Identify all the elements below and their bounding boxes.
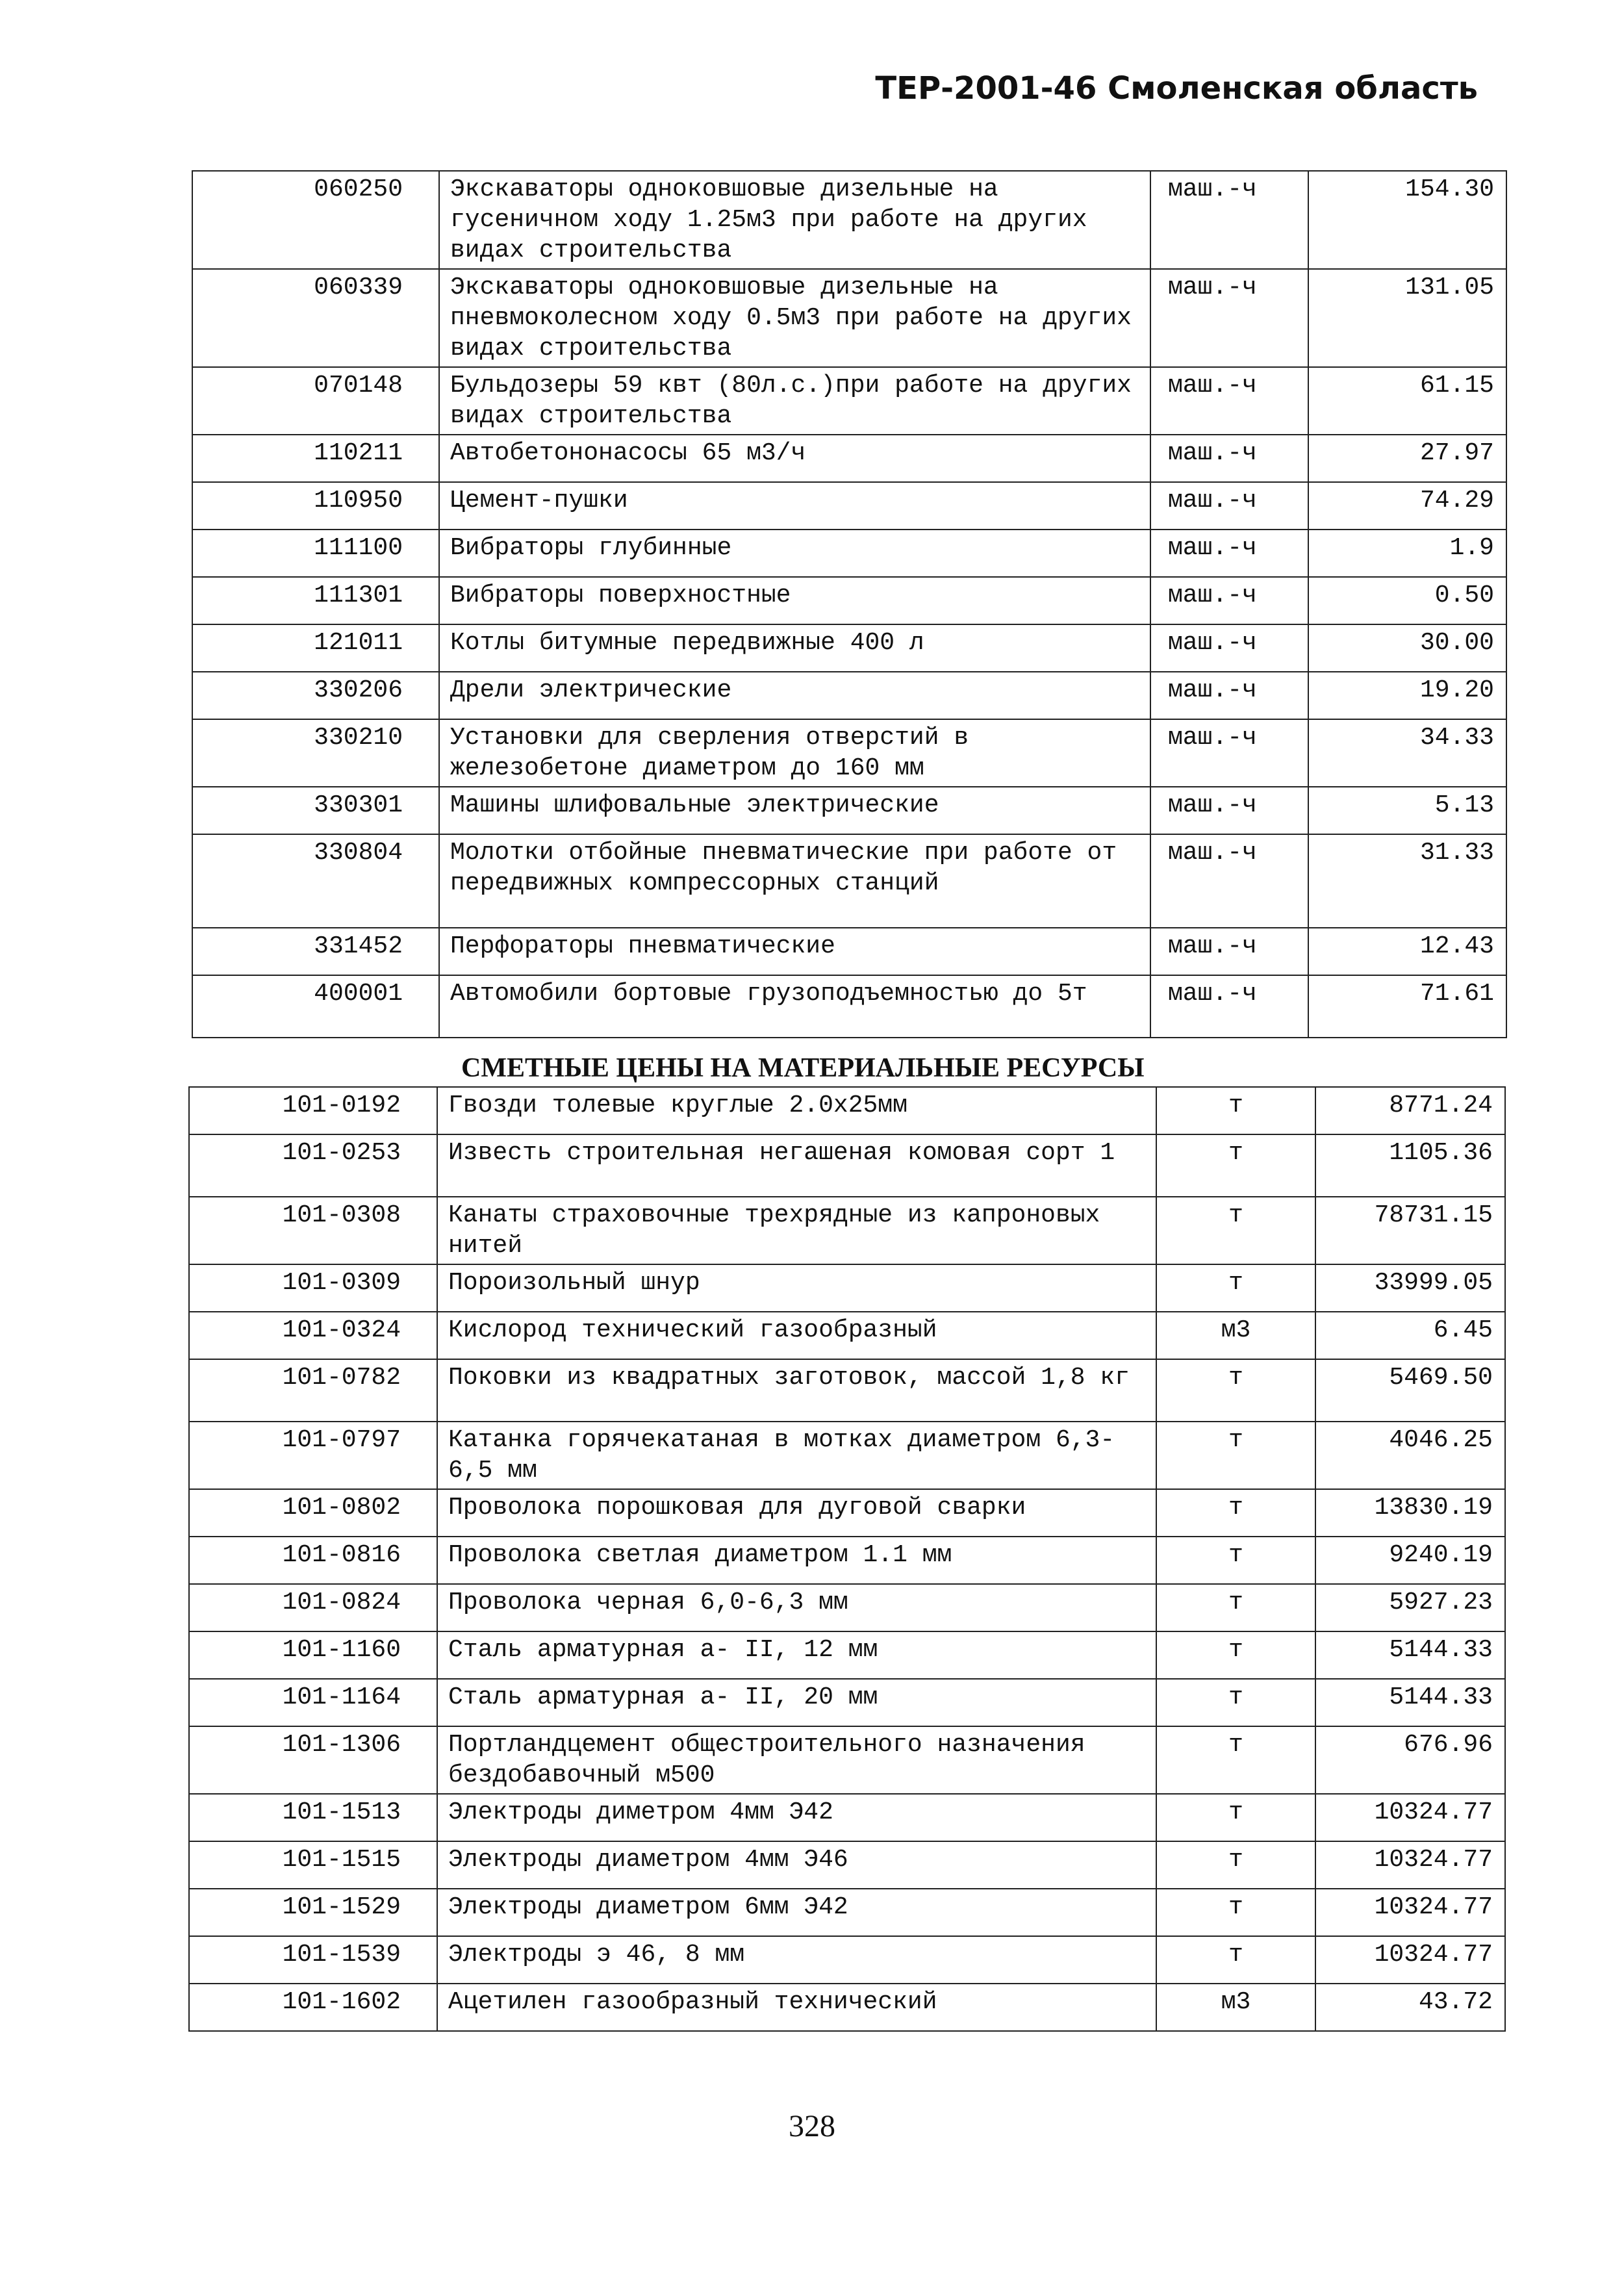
resource-unit: т [1156,1794,1315,1841]
resource-name: Катанка горячекатаная в мотках диаметром 6,3-6,5 мм [437,1422,1156,1489]
resource-unit: маш.-ч [1150,367,1308,435]
table-row [189,1422,1505,1489]
resource-price: 19.20 [1308,672,1506,719]
table-row [189,1794,1505,1841]
resource-code: 101-0802 [189,1489,437,1537]
resource-code: 330301 [192,787,439,834]
resource-price: 10324.77 [1315,1936,1505,1984]
resource-unit: т [1156,1584,1315,1631]
resource-price: 9240.19 [1315,1537,1505,1584]
resource-name: Котлы битумные передвижные 400 л [439,624,1150,672]
resource-price: 131.05 [1308,269,1506,367]
resource-name: Экскаваторы одноковшовые дизельные на гусеничном ходу 1.25м3 при работе на других видах строительства [439,171,1150,269]
resource-name: Цемент-пушки [439,482,1150,530]
table-row [189,1087,1505,1134]
resource-code: 101-1529 [189,1889,437,1936]
resource-name: Установки для сверления отверстий в железобетоне диаметром до 160 мм [439,719,1150,787]
resource-name: Машины шлифовальные электрические [439,787,1150,834]
resource-code: 330804 [192,834,439,928]
table-row [192,269,1506,367]
resource-unit: т [1156,1134,1315,1197]
resource-price: 5469.50 [1315,1359,1505,1422]
resource-price: 5144.33 [1315,1631,1505,1679]
resource-price: 43.72 [1315,1984,1505,2031]
table-row [192,975,1506,1038]
table-row [192,719,1506,787]
resource-code: 121011 [192,624,439,672]
resource-code: 101-0308 [189,1197,437,1264]
resource-unit: т [1156,1631,1315,1679]
machines-price-table [192,170,1507,1038]
resource-code: 101-1539 [189,1936,437,1984]
resource-code: 101-1306 [189,1726,437,1794]
resource-unit: м3 [1156,1312,1315,1359]
table-row [189,1841,1505,1889]
table-row [189,1197,1505,1264]
resource-code: 060339 [192,269,439,367]
resource-code: 400001 [192,975,439,1038]
resource-name: Перфораторы пневматические [439,928,1150,975]
resource-code: 110950 [192,482,439,530]
resource-code: 101-0324 [189,1312,437,1359]
table-row [192,530,1506,577]
table-row [192,624,1506,672]
table-row [189,1134,1505,1197]
resource-unit: т [1156,1197,1315,1264]
resource-code: 101-0253 [189,1134,437,1197]
table-row [189,1631,1505,1679]
resource-unit: маш.-ч [1150,624,1308,672]
resource-price: 0.50 [1308,577,1506,624]
resource-price: 30.00 [1308,624,1506,672]
resource-code: 110211 [192,435,439,482]
resource-name: Поковки из квадратных заготовок, массой 1,8 кг [437,1359,1156,1422]
resource-name: Электроды э 46, 8 мм [437,1936,1156,1984]
resource-code: 101-0782 [189,1359,437,1422]
resource-name: Пороизольный шнур [437,1264,1156,1312]
resource-price: 154.30 [1308,171,1506,269]
table-row [192,834,1506,928]
resource-price: 5927.23 [1315,1584,1505,1631]
resource-code: 111100 [192,530,439,577]
resource-price: 1105.36 [1315,1134,1505,1197]
table-row [192,787,1506,834]
page-number: 328 [789,2109,835,2143]
resource-code: 070148 [192,367,439,435]
resource-name: Ацетилен газообразный технический [437,1984,1156,2031]
resource-price: 4046.25 [1315,1422,1505,1489]
resource-unit: т [1156,1087,1315,1134]
resource-unit: маш.-ч [1150,787,1308,834]
resource-unit: т [1156,1489,1315,1537]
resource-price: 13830.19 [1315,1489,1505,1537]
resource-name: Молотки отбойные пневматические при работе от передвижных компрессорных станций [439,834,1150,928]
resource-name: Электроды диаметром 4мм Э46 [437,1841,1156,1889]
resource-code: 330210 [192,719,439,787]
resource-price: 61.15 [1308,367,1506,435]
table-row [189,1726,1505,1794]
resource-price: 27.97 [1308,435,1506,482]
resource-name: Сталь арматурная а- II, 12 мм [437,1631,1156,1679]
resource-name: Автомобили бортовые грузоподъемностью до 5т [439,975,1150,1038]
table-row [189,1984,1505,2031]
resource-code: 101-1515 [189,1841,437,1889]
resource-price: 5.13 [1308,787,1506,834]
resource-price: 5144.33 [1315,1679,1505,1726]
resource-price: 6.45 [1315,1312,1505,1359]
resource-price: 8771.24 [1315,1087,1505,1134]
resource-unit: маш.-ч [1150,834,1308,928]
resource-name: Автобетононасосы 65 м3/ч [439,435,1150,482]
resource-name: Дрели электрические [439,672,1150,719]
resource-code: 111301 [192,577,439,624]
resource-unit: маш.-ч [1150,482,1308,530]
resource-name: Сталь арматурная а- II, 20 мм [437,1679,1156,1726]
resource-code: 101-0824 [189,1584,437,1631]
resource-price: 33999.05 [1315,1264,1505,1312]
resource-code: 101-0309 [189,1264,437,1312]
resource-code: 101-1164 [189,1679,437,1726]
resource-name: Проволока порошковая для дуговой сварки [437,1489,1156,1537]
resource-name: Портландцемент общестроительного назначения бездобавочный м500 [437,1726,1156,1794]
table-row [189,1889,1505,1936]
resource-price: 676.96 [1315,1726,1505,1794]
resource-unit: маш.-ч [1150,269,1308,367]
resource-unit: маш.-ч [1150,975,1308,1038]
resource-name: Бульдозеры 59 квт (80л.с.)при работе на других видах строительства [439,367,1150,435]
resource-code: 101-0797 [189,1422,437,1489]
table-row [192,171,1506,269]
resource-unit: т [1156,1422,1315,1489]
resource-unit: маш.-ч [1150,719,1308,787]
resource-price: 31.33 [1308,834,1506,928]
resource-price: 10324.77 [1315,1794,1505,1841]
resource-unit: маш.-ч [1150,171,1308,269]
resource-code: 101-1513 [189,1794,437,1841]
table-row [189,1936,1505,1984]
resource-name: Экскаваторы одноковшовые дизельные на пневмоколесном ходу 0.5м3 при работе на других видах строительства [439,269,1150,367]
resource-unit: т [1156,1679,1315,1726]
resource-name: Кислород технический газообразный [437,1312,1156,1359]
resource-price: 34.33 [1308,719,1506,787]
table-row [189,1264,1505,1312]
resource-unit: т [1156,1537,1315,1584]
resource-code: 060250 [192,171,439,269]
resource-price: 1.9 [1308,530,1506,577]
resource-unit: м3 [1156,1984,1315,2031]
table-row [192,672,1506,719]
resource-price: 10324.77 [1315,1889,1505,1936]
resource-name: Вибраторы поверхностные [439,577,1150,624]
document-header-title: ТЕР-2001-46 Смоленская область [875,70,1478,107]
resource-unit: маш.-ч [1150,530,1308,577]
resource-price: 10324.77 [1315,1841,1505,1889]
resource-unit: маш.-ч [1150,672,1308,719]
resource-name: Гвозди толевые круглые 2.0х25мм [437,1087,1156,1134]
resource-unit: т [1156,1841,1315,1889]
resource-unit: маш.-ч [1150,928,1308,975]
resource-code: 330206 [192,672,439,719]
resource-unit: т [1156,1359,1315,1422]
resource-unit: маш.-ч [1150,577,1308,624]
resource-name: Электроды диметром 4мм Э42 [437,1794,1156,1841]
table-row [192,367,1506,435]
table-row [192,928,1506,975]
resource-code: 101-0816 [189,1537,437,1584]
resource-name: Проволока светлая диаметром 1.1 мм [437,1537,1156,1584]
table-row [189,1584,1505,1631]
resource-code: 331452 [192,928,439,975]
resource-price: 71.61 [1308,975,1506,1038]
table-row [192,577,1506,624]
resource-unit: т [1156,1264,1315,1312]
resource-unit: маш.-ч [1150,435,1308,482]
table-row [189,1489,1505,1537]
table-row [189,1312,1505,1359]
resource-code: 101-0192 [189,1087,437,1134]
resource-name: Электроды диаметром 6мм Э42 [437,1889,1156,1936]
table-row [189,1359,1505,1422]
resource-price: 78731.15 [1315,1197,1505,1264]
resource-unit: т [1156,1726,1315,1794]
resource-name: Канаты страховочные трехрядные из капроновых нитей [437,1197,1156,1264]
table-row [192,435,1506,482]
resource-code: 101-1160 [189,1631,437,1679]
resource-unit: т [1156,1889,1315,1936]
resource-price: 12.43 [1308,928,1506,975]
table-row [192,482,1506,530]
resource-name: Проволока черная 6,0-6,3 мм [437,1584,1156,1631]
table-row [189,1679,1505,1726]
resource-code: 101-1602 [189,1984,437,2031]
resource-unit: т [1156,1936,1315,1984]
resource-name: Известь строительная негашеная комовая сорт 1 [437,1134,1156,1197]
materials-price-table [188,1086,1506,2032]
materials-section-title: СМЕТНЫЕ ЦЕНЫ НА МАТЕРИАЛЬНЫЕ РЕСУРСЫ [461,1053,1145,1083]
table-row [189,1537,1505,1584]
resource-name: Вибраторы глубинные [439,530,1150,577]
resource-price: 74.29 [1308,482,1506,530]
